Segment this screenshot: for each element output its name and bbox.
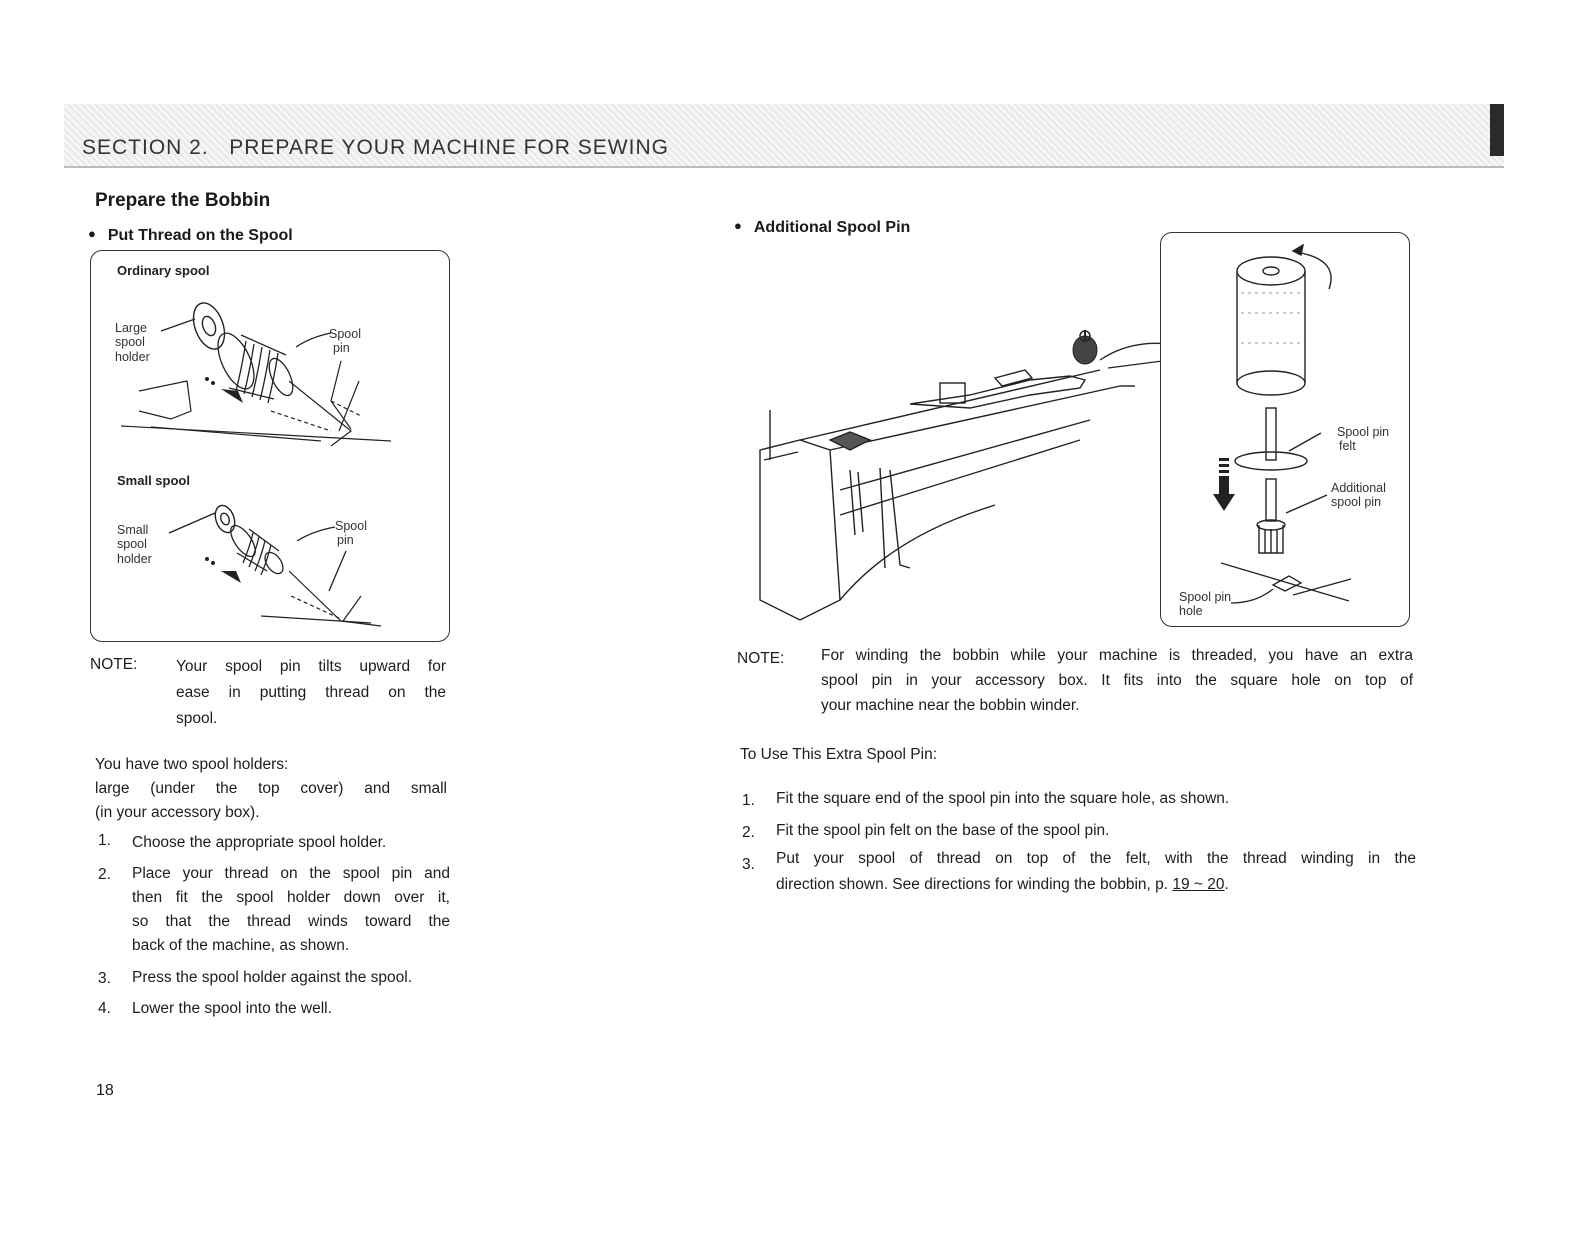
spool-pin-felt-icon bbox=[1235, 408, 1321, 470]
spool-figure bbox=[90, 250, 450, 642]
left-step-4-num: 4. bbox=[98, 1000, 111, 1017]
page-number: 18 bbox=[96, 1082, 114, 1099]
spool-pin-diagram bbox=[1161, 233, 1409, 626]
small-arrow-icon bbox=[205, 557, 241, 583]
spool-pin-label-1: Spool pin bbox=[329, 327, 361, 356]
right-subtitle-text: Additional Spool Pin bbox=[753, 219, 911, 236]
right-step-2-text: Fit the spool pin felt on the base of the spool pin. bbox=[776, 822, 1110, 839]
left-note-line-3: spool. bbox=[176, 710, 218, 727]
right-note-line-2: spool pin in your accessory box. It fits into the square hole on top of bbox=[821, 672, 1413, 689]
right-note-prefix: NOTE: bbox=[737, 650, 785, 667]
machine-top-outline bbox=[121, 361, 391, 446]
right-step-1-text: Fit the square end of the spool pin into the square hole, as shown. bbox=[776, 790, 1230, 807]
right-subtitle bbox=[734, 218, 910, 237]
small-spool-holder-icon bbox=[169, 503, 238, 535]
thread-spool-icon bbox=[1237, 245, 1331, 395]
large-holder-label: Large spool holder bbox=[115, 321, 150, 364]
small-spool-icon bbox=[1073, 330, 1097, 364]
left-step-1-num: 1. bbox=[98, 832, 111, 849]
intro-line-2: large (under the top cover) and small bbox=[95, 780, 447, 797]
left-step-2-line-2: then fit the spool holder down over it, bbox=[132, 889, 450, 906]
bullet-icon: ● bbox=[88, 226, 96, 241]
intro-line-3: (in your accessory box). bbox=[95, 804, 260, 821]
intro-line-1: You have two spool holders: bbox=[95, 756, 289, 773]
left-step-2-num: 2. bbox=[98, 866, 111, 883]
left-subtitle-text: Put Thread on the Spool bbox=[107, 227, 293, 244]
page-title: Prepare the Bobbin bbox=[95, 190, 271, 211]
bobbin-winder bbox=[940, 383, 965, 403]
right-step-1-num: 1. bbox=[742, 792, 755, 809]
thread-guide bbox=[830, 432, 870, 450]
left-step-2-line-4: back of the machine, as shown. bbox=[132, 937, 350, 954]
section-title: SECTION 2. PREPARE YOUR MACHINE FOR SEWING bbox=[82, 136, 669, 159]
right-note-line-1: For winding the bobbin while your machine is threaded, you have an extra bbox=[821, 647, 1413, 664]
spool-pin-label-2: Spool pin bbox=[335, 519, 367, 548]
right-note-line-3: your machine near the bobbin winder. bbox=[821, 697, 1080, 714]
left-step-2-line-1: Place your thread on the spool pin and bbox=[132, 865, 450, 882]
left-subtitle bbox=[88, 226, 293, 245]
bullet-icon: ● bbox=[734, 218, 742, 233]
large-spool-holder-icon bbox=[161, 299, 230, 354]
right-step-2-num: 2. bbox=[742, 824, 755, 841]
additional-spool-pin-icon bbox=[1257, 479, 1327, 553]
small-machine-outline bbox=[261, 571, 381, 626]
left-step-4-text: Lower the spool into the well. bbox=[132, 1000, 332, 1017]
felt-label: Spool pin felt bbox=[1337, 425, 1390, 454]
machine-end-cap bbox=[760, 440, 840, 620]
spool-illustration bbox=[91, 251, 449, 641]
down-arrow-icon bbox=[1213, 458, 1235, 511]
page-reference-link[interactable]: 19 ~ 20 bbox=[1172, 876, 1225, 893]
ordinary-spool-label: Ordinary spool bbox=[117, 263, 210, 278]
right-step-3-line-1: Put your spool of thread on top of the felt, with the thread winding in the bbox=[776, 850, 1416, 867]
use-heading: To Use This Extra Spool Pin: bbox=[740, 746, 937, 763]
hole-label: Spool pin hole bbox=[1179, 590, 1232, 619]
left-step-3-num: 3. bbox=[98, 970, 111, 987]
left-step-1-text: Choose the appropriate spool holder. bbox=[132, 834, 387, 851]
left-step-2-line-3: so that the thread winds toward the bbox=[132, 913, 450, 930]
right-step-3-num: 3. bbox=[742, 856, 755, 873]
banner-end-bar bbox=[1490, 104, 1504, 156]
right-step-3-line-2: direction shown. See directions for winding the bobbin, p. 19 ~ 20. bbox=[776, 876, 1229, 893]
left-note-line-2: ease in putting thread on the bbox=[176, 684, 446, 701]
section-banner bbox=[64, 104, 1504, 168]
additional-pin-figure bbox=[1160, 232, 1410, 627]
left-step-3-text: Press the spool holder against the spool. bbox=[132, 969, 413, 986]
left-note-line-1: Your spool pin tilts upward for bbox=[176, 658, 446, 675]
small-holder-label: Small spool holder bbox=[117, 523, 152, 566]
small-spool-icon bbox=[226, 522, 346, 591]
additional-pin-label: Additional spool pin bbox=[1331, 481, 1386, 510]
left-note-prefix: NOTE: bbox=[90, 656, 138, 673]
small-spool-label: Small spool bbox=[117, 473, 190, 488]
machine-hole-outline bbox=[1221, 563, 1351, 603]
